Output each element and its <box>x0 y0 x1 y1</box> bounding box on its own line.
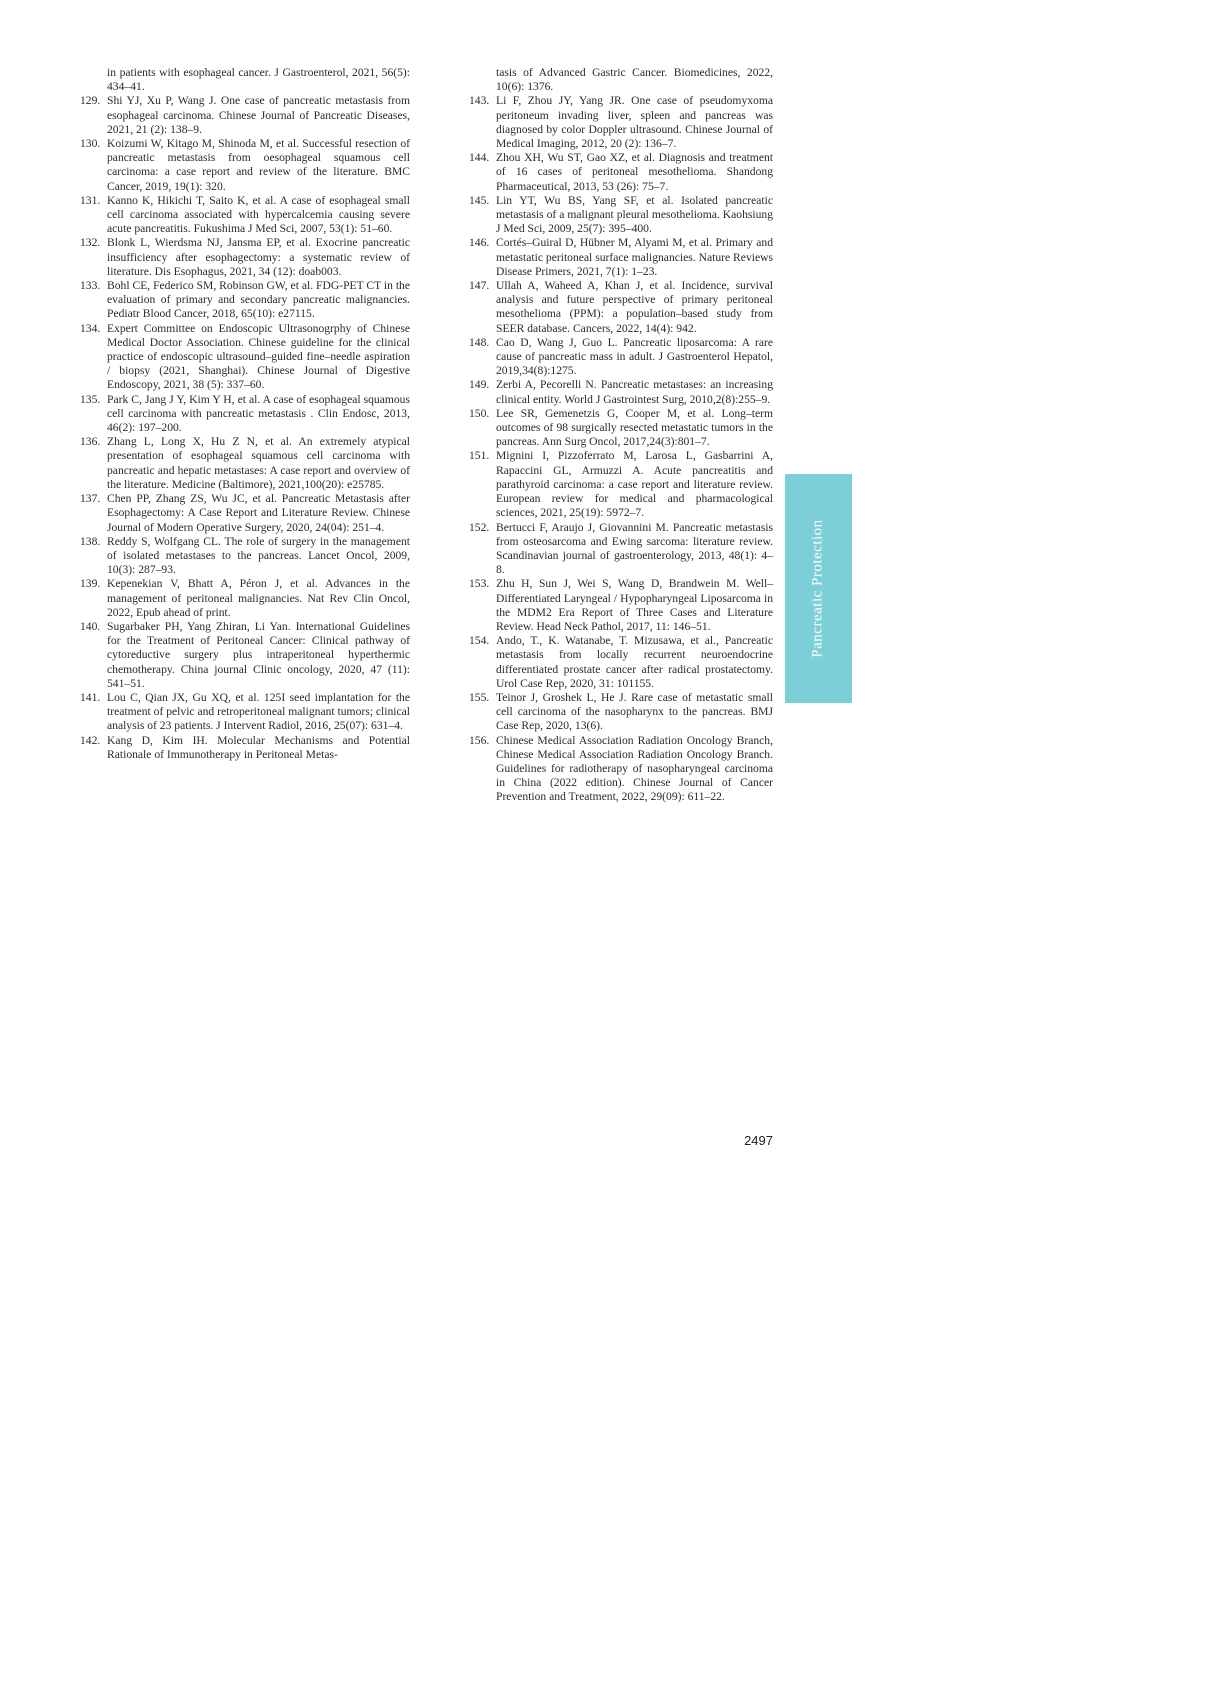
reference-continuation: in patients with esophageal cancer. J Gastroenterol, 2021, 56(5): 434–41. <box>107 66 410 94</box>
reference-number: 132. <box>80 236 101 250</box>
reference-list-right <box>469 94 773 804</box>
reference-item <box>80 94 410 137</box>
reference-list-left <box>80 94 410 762</box>
reference-item <box>469 279 773 336</box>
reference-number: 147. <box>469 279 490 293</box>
reference-item <box>80 194 410 237</box>
reference-text: Sugarbaker PH, Yang Zhiran, Li Yan. International Guidelines for the Treatment of Peritoneal Cancer: Clinical pathway of cytoreductive surgery plus intraperitoneal hyperthermic chemotherapy. China journal Clinic oncology, 2020, 47 (11): 541–51. <box>107 619 410 690</box>
reference-text: Zhu H, Sun J, Wei S, Wang D, Brandwein M. Well–Differentiated Laryngeal / Hypopharyngeal Liposarcoma in the MDM2 Era Report of Three Cases and Literature Review. Head Neck Pathol, 2017, 11: 146–51. <box>496 577 773 633</box>
reference-text: Chen PP, Zhang ZS, Wu JC, et al. Pancreatic Metastasis after Esophagectomy: A Case Report and Literature Review. Chinese Journal of Modern Operative Surgery, 2020, 24(04): 251–4. <box>107 492 410 534</box>
reference-text: Koizumi W, Kitago M, Shinoda M, et al. Successful resection of pancreatic metastasis from oesophageal squamous cell carcinoma: a case report and review of the literature. BMC Cancer, 2019, 19(1): 320. <box>107 137 410 193</box>
reference-item <box>469 94 773 151</box>
reference-item <box>80 322 410 393</box>
reference-number: 135. <box>80 392 101 406</box>
reference-number: 154. <box>469 634 490 648</box>
reference-text: Ullah A, Waheed A, Khan J, et al. Incidence, survival analysis and future perspective of primary peritoneal mesothelioma (PPM): a population–based study from SEER database. Cancers, 2022, 14(4): 942. <box>496 279 773 335</box>
references-right-column <box>469 66 773 805</box>
reference-text: Cortés–Guiral D, Hübner M, Alyami M, et al. Primary and metastatic peritoneal surface malignancies. Nature Reviews Disease Primers, 2021, 7(1): 1–23. <box>496 236 773 278</box>
reference-item <box>469 236 773 279</box>
reference-item <box>469 378 773 406</box>
reference-item <box>80 620 410 691</box>
reference-item <box>469 407 773 450</box>
reference-continuation: tasis of Advanced Gastric Cancer. Biomedicines, 2022, 10(6): 1376. <box>496 66 773 94</box>
reference-number: 152. <box>469 520 490 534</box>
reference-number: 130. <box>80 137 101 151</box>
section-side-tab <box>785 474 852 703</box>
reference-text: Reddy S, Wolfgang CL. The role of surgery in the management of isolated metastases to the pancreas. Lancet Oncol, 2009, 10(3): 287–93. <box>107 534 410 577</box>
reference-text: Kang D, Kim IH. Molecular Mechanisms and Potential Rationale of Immunotherapy in Peritoneal Metas- <box>107 733 410 761</box>
reference-number: 149. <box>469 378 490 392</box>
reference-number: 131. <box>80 193 101 207</box>
reference-number: 133. <box>80 279 101 293</box>
reference-item <box>469 691 773 734</box>
reference-item <box>469 634 773 691</box>
reference-item <box>80 435 410 492</box>
reference-number: 146. <box>469 236 490 250</box>
reference-number: 143. <box>469 94 490 108</box>
section-side-tab-label: Pancreatic Protection <box>810 519 826 658</box>
reference-number: 136. <box>80 435 101 449</box>
reference-item <box>469 194 773 237</box>
reference-item <box>80 577 410 620</box>
reference-text: Park C, Jang J Y, Kim Y H, et al. A case of esophageal squamous cell carcinoma with pancreatic metastasis . Clin Endosc, 2013, 46(2): 197–200. <box>107 392 410 435</box>
reference-number: 141. <box>80 690 101 704</box>
reference-text: Chinese Medical Association Radiation Oncology Branch, Chinese Medical Association Radiation Oncology Branch. Guidelines for radiotherapy of nasopharyngeal carcinoma in China (2022 edition). Chinese Journal of Cancer Prevention and Treatment, 2022, 29(09): 611–22. <box>496 733 773 804</box>
reference-number: 150. <box>469 406 490 420</box>
reference-text: Kepenekian V, Bhatt A, Péron J, et al. Advances in the management of peritoneal malignancies. Nat Rev Clin Oncol, 2022, Epub ahead of print. <box>107 577 410 619</box>
reference-number: 137. <box>80 492 101 506</box>
reference-item <box>80 535 410 578</box>
reference-text: Mignini I, Pizzoferrato M, Larosa L, Gasbarrini A, Rapaccini GL, Armuzzi A. Acute pancreatitis and parathyroid carcinoma: a case report and literature review. European review for medical and pharmacological sciences, 2021, 25(19): 5972–7. <box>496 449 773 520</box>
reference-item <box>80 137 410 194</box>
reference-item <box>469 151 773 194</box>
reference-number: 156. <box>469 733 490 747</box>
page-number: 2497 <box>744 1133 773 1148</box>
reference-number: 151. <box>469 449 490 463</box>
reference-number: 153. <box>469 577 490 591</box>
reference-item <box>80 236 410 279</box>
reference-text: Cao D, Wang J, Guo L. Pancreatic liposarcoma: A rare cause of pancreatic mass in adult. J Gastroenterol Hepatol, 2019,34(8):1275. <box>496 335 773 378</box>
reference-number: 148. <box>469 335 490 349</box>
reference-text: Zerbi A, Pecorelli N. Pancreatic metastases: an increasing clinical entity. World J Gastrointest Surg, 2010,2(8):255–9. <box>496 378 773 406</box>
reference-text: Teinor J, Groshek L, He J. Rare case of metastatic small cell carcinoma of the nasopharynx to the pancreas. BMJ Case Rep, 2020, 13(6). <box>496 690 773 733</box>
reference-text: Lee SR, Gemenetzis G, Cooper M, et al. Long–term outcomes of 98 surgically resected metastatic tumors in the pancreas. Ann Surg Oncol, 2017,24(3):801–7. <box>496 406 773 449</box>
reference-item <box>469 734 773 805</box>
reference-text: Expert Committee on Endoscopic Ultrasonogrphy of Chinese Medical Doctor Association. Chinese guideline for the clinical practice of endoscopic ultrasound–guided fine–needle aspiration / biopsy (2021, Shanghai). Chinese Journal of Digestive Endoscopy, 2021, 38 (5): 337–60. <box>107 321 410 392</box>
reference-item <box>469 449 773 520</box>
reference-item <box>80 734 410 762</box>
reference-number: 138. <box>80 534 101 548</box>
reference-item <box>80 691 410 734</box>
reference-number: 139. <box>80 577 101 591</box>
reference-item <box>80 393 410 436</box>
reference-number: 134. <box>80 321 101 335</box>
reference-item <box>80 279 410 322</box>
reference-item <box>80 492 410 535</box>
reference-text: Bohl CE, Federico SM, Robinson GW, et al. FDG-PET CT in the evaluation of primary and secondary pancreatic malignancies. Pediatr Blood Cancer, 2018, 65(10): e27115. <box>107 279 410 321</box>
reference-text: Kanno K, Hikichi T, Saito K, et al. A case of esophageal small cell carcinoma associated with hypercalcemia causing severe acute pancreatitis. Fukushima J Med Sci, 2007, 53(1): 51–60. <box>107 193 410 236</box>
reference-text: Blonk L, Wierdsma NJ, Jansma EP, et al. Exocrine pancreatic insufficiency after esophagectomy: a systematic review of literature. Dis Esophagus, 2021, 34 (12): doab003. <box>107 236 410 278</box>
references-left-column <box>80 66 410 762</box>
reference-text: Lin YT, Wu BS, Yang SF, et al. Isolated pancreatic metastasis of a malignant pleural mesothelioma. Kaohsiung J Med Sci, 2009, 25(7): 395–400. <box>496 193 773 236</box>
reference-number: 142. <box>80 733 101 747</box>
reference-number: 129. <box>80 94 101 108</box>
reference-number: 144. <box>469 151 490 165</box>
reference-item <box>469 577 773 634</box>
reference-number: 145. <box>469 193 490 207</box>
reference-number: 140. <box>80 619 101 633</box>
reference-text: Lou C, Qian JX, Gu XQ, et al. 125I seed implantation for the treatment of pelvic and retroperitoneal malignant tumors; clinical analysis of 23 patients. J Intervent Radiol, 2016, 25(07): 631–4. <box>107 690 410 733</box>
reference-number: 155. <box>469 690 490 704</box>
reference-text: Shi YJ, Xu P, Wang J. One case of pancreatic metastasis from esophageal carcinoma. Chinese Journal of Pancreatic Diseases, 2021, 21 (2): 138–9. <box>107 94 410 136</box>
reference-item <box>469 336 773 379</box>
reference-text: Li F, Zhou JY, Yang JR. One case of pseudomyxoma peritoneum invading liver, spleen and pancreas was diagnosed by color Doppler ultrasound. Chinese Journal of Medical Imaging, 2012, 20 (2): 136–7. <box>496 94 773 151</box>
reference-text: Ando, T., K. Watanabe, T. Mizusawa, et al., Pancreatic metastasis from locally recurrent neuroendocrine differentiated prostate cancer after radical prostatectomy. Urol Case Rep, 2020, 31: 101155. <box>496 634 773 690</box>
reference-text: Zhang L, Long X, Hu Z N, et al. An extremely atypical presentation of esophageal squamous cell carcinoma with pancreatic and hepatic metastases: A case report and overview of the literature. Medicine (Baltimore), 2021,100(20): e25785. <box>107 435 410 491</box>
reference-text: Bertucci F, Araujo J, Giovannini M. Pancreatic metastasis from osteosarcoma and Ewing sarcoma: literature review. Scandinavian journal of gastroenterology, 2013, 48(1): 4–8. <box>496 520 773 577</box>
reference-text: Zhou XH, Wu ST, Gao XZ, et al. Diagnosis and treatment of 16 cases of peritoneal mesothelioma. Shandong Pharmaceutical, 2013, 53 (26): 75–7. <box>496 151 773 193</box>
reference-item <box>469 521 773 578</box>
